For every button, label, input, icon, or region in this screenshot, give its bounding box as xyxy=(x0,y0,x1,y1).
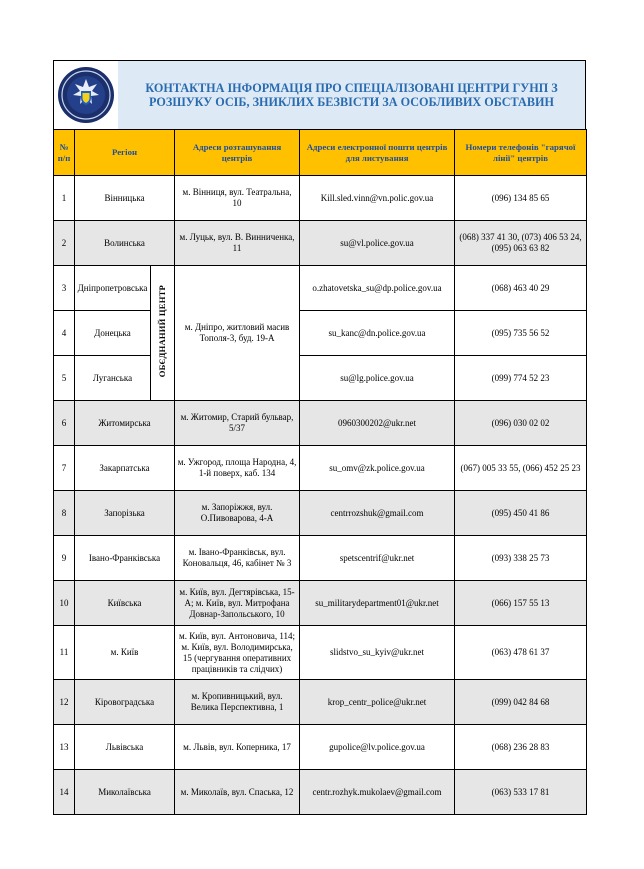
row-email[interactable]: su_militarydepartment01@ukr.net xyxy=(300,581,455,626)
row-number: 13 xyxy=(54,725,75,770)
row-phone: (099) 042 84 68 xyxy=(455,680,587,725)
row-email[interactable]: su_omv@zk.police.gov.ua xyxy=(300,446,455,491)
row-phone: (095) 450 41 86 xyxy=(455,491,587,536)
table-row xyxy=(54,176,587,221)
row-phone: (096) 030 02 02 xyxy=(455,401,587,446)
table-row xyxy=(54,536,587,581)
row-number: 7 xyxy=(54,446,75,491)
col-address-header: Адреси розташування центрів xyxy=(175,130,300,176)
row-region: Дніпропетровська xyxy=(75,266,151,311)
row-region: Миколаївська xyxy=(75,770,175,815)
row-number: 9 xyxy=(54,536,75,581)
col-email-header: Адреси електронної пошти центрів для листування xyxy=(300,130,455,176)
police-logo xyxy=(54,61,118,129)
row-address: м. Житомир, Старий бульвар, 5/37 xyxy=(175,401,300,446)
table-row xyxy=(54,680,587,725)
row-region: Житомирська xyxy=(75,401,175,446)
row-region: Луганська xyxy=(75,356,151,401)
row-number: 6 xyxy=(54,401,75,446)
row-number: 10 xyxy=(54,581,75,626)
row-address: м. Луцьк, вул. В. Винниченка, 11 xyxy=(175,221,300,266)
row-phone: (068) 236 28 83 xyxy=(455,725,587,770)
row-address: м. Львів, вул. Коперника, 17 xyxy=(175,725,300,770)
table-row xyxy=(54,266,587,311)
police-shield-emblem-icon xyxy=(54,61,118,129)
document-title: КОНТАКТНА ІНФОРМАЦІЯ ПРО СПЕЦІАЛІЗОВАНІ ЦЕНТРИ ГУНП З РОЗШУКУ ОСІБ, ЗНИКЛИХ БЕЗВІСТИ ЗА ОСОБЛИВИХ ОБСТАВИН xyxy=(145,81,558,109)
merged-center-label xyxy=(151,266,175,401)
col-num-header: № п/п xyxy=(54,130,75,176)
row-address: м. Кропивницький, вул. Велика Перспективна, 1 xyxy=(175,680,300,725)
table-row xyxy=(54,221,587,266)
row-phone: (068) 337 41 30, (073) 406 53 24, (095) 063 63 82 xyxy=(455,221,587,266)
row-number: 3 xyxy=(54,266,75,311)
row-number: 12 xyxy=(54,680,75,725)
row-address: м. Київ, вул. Дегтярівська, 15-А; м. Київ, вул. Митрофана Довнар-Запольського, 10 xyxy=(175,581,300,626)
row-address: м. Запоріжжя, вул. О.Пивоварова, 4-А xyxy=(175,491,300,536)
row-region: Вінницька xyxy=(75,176,175,221)
row-number: 11 xyxy=(54,626,75,680)
row-email[interactable]: slidstvo_su_kyiv@ukr.net xyxy=(300,626,455,680)
row-address: м. Миколаїв, вул. Спаська, 12 xyxy=(175,770,300,815)
row-phone: (093) 338 25 73 xyxy=(455,536,587,581)
row-email[interactable]: Kill.sled.vinn@vn.polic.gov.ua xyxy=(300,176,455,221)
table-row xyxy=(54,581,587,626)
table-row xyxy=(54,725,587,770)
row-email[interactable]: krop_centr_police@ukr.net xyxy=(300,680,455,725)
row-address: м. Київ, вул. Антоновича, 114; м. Київ, вул. Володимирська, 15 (чергування оперативних працівників та слідчих) xyxy=(175,626,300,680)
row-region: Львівська xyxy=(75,725,175,770)
row-address: м. Ужгород, площа Народна, 4, 1-й поверх, каб. 134 xyxy=(175,446,300,491)
row-email[interactable]: spetscentrif@ukr.net xyxy=(300,536,455,581)
row-phone: (099) 774 52 23 xyxy=(455,356,587,401)
row-phone: (068) 463 40 29 xyxy=(455,266,587,311)
row-phone: (096) 134 85 65 xyxy=(455,176,587,221)
row-region: Запорізька xyxy=(75,491,175,536)
row-region: Кіровоградська xyxy=(75,680,175,725)
row-email[interactable]: su@vl.police.gov.ua xyxy=(300,221,455,266)
row-email[interactable]: 0960300202@ukr.net xyxy=(300,401,455,446)
row-phone: (066) 157 55 13 xyxy=(455,581,587,626)
merged-center-text: ОБЄДНАНИЙ ЦЕНТР xyxy=(157,285,167,378)
document-header xyxy=(53,60,586,129)
row-region: Волинська xyxy=(75,221,175,266)
row-region: Івано-Франківська xyxy=(75,536,175,581)
table-row xyxy=(54,626,587,680)
document-sheet xyxy=(53,60,586,815)
col-phone-header: Номери телефонів "гарячої лінії" центрів xyxy=(455,130,587,176)
row-region: Київська xyxy=(75,581,175,626)
row-phone: (063) 478 61 37 xyxy=(455,626,587,680)
row-number: 2 xyxy=(54,221,75,266)
row-email[interactable]: su_kanc@dn.police.gov.ua xyxy=(300,311,455,356)
col-region-header: Регіон xyxy=(75,130,175,176)
row-number: 4 xyxy=(54,311,75,356)
row-phone: (063) 533 17 81 xyxy=(455,770,587,815)
row-email[interactable]: centr.rozhyk.mukolaev@gmail.com xyxy=(300,770,455,815)
row-email[interactable]: gupolice@lv.police.gov.ua xyxy=(300,725,455,770)
row-email[interactable]: centrrozshuk@gmail.com xyxy=(300,491,455,536)
row-region: Донецька xyxy=(75,311,151,356)
row-email[interactable]: su@lg.police.gov.ua xyxy=(300,356,455,401)
row-phone: (067) 005 33 55, (066) 452 25 23 xyxy=(455,446,587,491)
row-number: 5 xyxy=(54,356,75,401)
row-number: 8 xyxy=(54,491,75,536)
table-row xyxy=(54,446,587,491)
table-row xyxy=(54,491,587,536)
table-row xyxy=(54,356,587,401)
row-email[interactable]: o.zhatovetska_su@dp.police.gov.ua xyxy=(300,266,455,311)
merged-center-address: м. Дніпро, житловий масив Тополя-3, буд. 19-А xyxy=(175,266,300,401)
title-banner xyxy=(118,61,585,129)
table-header-row xyxy=(54,130,587,176)
contacts-table xyxy=(53,129,587,815)
row-number: 1 xyxy=(54,176,75,221)
row-address: м. Вінниця, вул. Театральна, 10 xyxy=(175,176,300,221)
row-region: Закарпатська xyxy=(75,446,175,491)
table-row xyxy=(54,311,587,356)
row-phone: (095) 735 56 52 xyxy=(455,311,587,356)
table-row xyxy=(54,401,587,446)
table-row xyxy=(54,770,587,815)
row-address: м. Івано-Франківськ, вул. Коновальця, 46, кабінет № 3 xyxy=(175,536,300,581)
row-number: 14 xyxy=(54,770,75,815)
row-region: м. Київ xyxy=(75,626,175,680)
